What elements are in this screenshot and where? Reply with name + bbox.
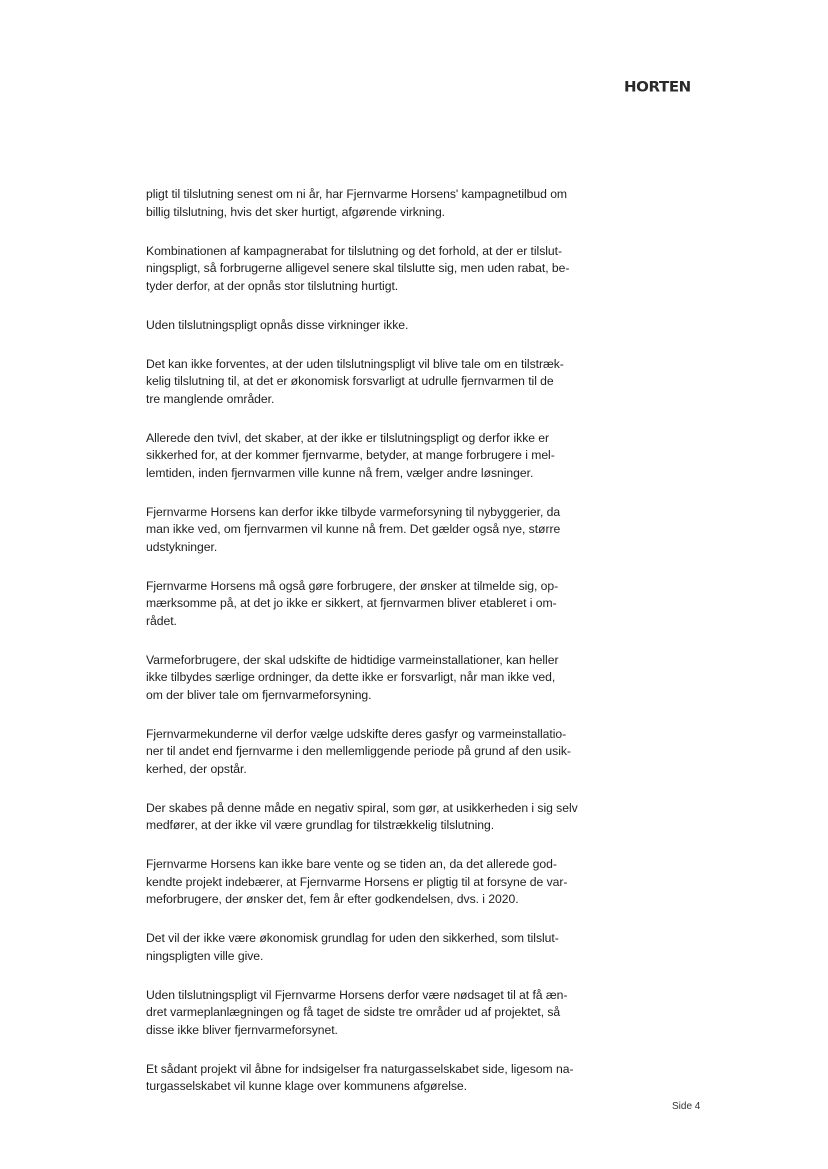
paragraph-line: ikke tilbydes særlige ordninger, da dette ikke er forsvarligt, når man ikke ved, [146, 670, 556, 684]
paragraph-line: Fjernvarme Horsens må også gøre forbrugere, der ønsker at tilmelde sig, op- [146, 578, 559, 593]
document-body [146, 186, 620, 1117]
body-paragraph [146, 243, 620, 296]
paragraph-line: kelig tilslutning til, at det er økonomisk forsvarligt at udrulle fjernvarmen til de [146, 374, 554, 388]
body-paragraph [146, 186, 620, 221]
page-number: Side 4 [672, 1101, 701, 1112]
paragraph-line: ner til andet end fjernvarme i den mellemliggende periode på grund af den usik- [146, 744, 571, 758]
paragraph-line: tre manglende områder. [146, 391, 275, 406]
paragraph-line: Varmeforbrugere, der skal udskifte de hidtidige varmeinstallationer, kan heller [146, 652, 559, 667]
body-paragraph [146, 317, 620, 335]
body-paragraph [146, 430, 620, 483]
paragraph-line: Et sådant projekt vil åbne for indsigelser fra naturgasselskabet side, ligesom na- [146, 1061, 574, 1076]
paragraph-line: rådet. [146, 613, 177, 628]
paragraph-line: mærksomme på, at det jo ikke er sikkert, at fjernvarmen bliver etableret i om- [146, 596, 557, 610]
paragraph-line: sikkerhed for, at der kommer fjernvarme, betyder, at mange forbrugere i mel- [146, 448, 555, 462]
body-paragraph [146, 987, 620, 1040]
paragraph-line: kendte projekt indebærer, at Fjernvarme Horsens er pligtig til at forsyne de var- [146, 874, 568, 889]
body-paragraph [146, 930, 620, 965]
paragraph-line: ningspligt, så forbrugerne alligevel senere skal tilslutte sig, men uden rabat, be- [146, 261, 570, 275]
paragraph-line: kerhed, der opstår. [146, 761, 247, 776]
paragraph-line: Det vil der ikke være økonomisk grundlag for uden den sikkerhed, som tilslut- [146, 931, 559, 945]
paragraph-line: pligt til tilslutning senest om ni år, har Fjernvarme Horsens' kampagnetilbud om [146, 187, 568, 201]
paragraph-line: udstykninger. [146, 539, 218, 554]
paragraph-line: turgasselskabet vil kunne klage over kommunens afgørelse. [146, 1079, 467, 1093]
body-paragraph [146, 1061, 620, 1096]
body-paragraph [146, 800, 620, 835]
paragraph-line: Fjernvarme Horsens kan derfor ikke tilbyde varmeforsyning til nybyggerier, da [146, 504, 561, 519]
paragraph-line: Uden tilslutningspligt vil Fjernvarme Horsens derfor være nødsaget til at få æn- [146, 987, 568, 1002]
paragraph-line: Kombinationen af kampagnerabat for tilslutning og det forhold, at der er tilslut- [146, 243, 562, 258]
paragraph-line: Fjernvarme Horsens kan ikke bare vente og se tiden an, da det allerede god- [146, 857, 557, 871]
paragraph-line: billig tilslutning, hvis det sker hurtigt, afgørende virkning. [146, 204, 446, 219]
paragraph-line: Der skabes på denne måde en negativ spiral, som gør, at usikkerheden i sig selv [146, 800, 578, 815]
paragraph-line: tyder derfor, at der opnås stor tilslutning hurtigt. [146, 278, 399, 293]
paragraph-line: Allerede den tvivl, det skaber, at der ikke er tilslutningspligt og derfor ikke er [146, 430, 550, 445]
paragraph-line: meforbrugere, der ønsker det, fem år efter godkendelsen, dvs. i 2020. [146, 892, 519, 906]
paragraph-line: om der bliver tale om fjernvarmeforsyning. [146, 687, 372, 702]
paragraph-line: man ikke ved, om fjernvarmen vil kunne nå frem. Det gælder også nye, større [146, 522, 561, 536]
paragraph-line: Fjernvarmekunderne vil derfor vælge udskifte deres gasfyr og varmeinstallatio- [146, 726, 567, 741]
paragraph-line: dret varmeplanlægningen og få taget de sidste tre områder ud af projektet, så [146, 1005, 561, 1019]
paragraph-line: Uden tilslutningspligt opnås disse virkninger ikke. [146, 317, 409, 332]
body-paragraph [146, 856, 620, 909]
body-paragraph [146, 504, 620, 557]
paragraph-line: ningspligten ville give. [146, 948, 264, 963]
paragraph-line: medfører, at der ikke vil være grundlag for tilstrækkelig tilslutning. [146, 818, 495, 832]
paragraph-line: disse ikke bliver fjernvarmeforsynet. [146, 1022, 338, 1037]
body-paragraph [146, 356, 620, 409]
body-paragraph [146, 578, 620, 631]
paragraph-line: Det kan ikke forventes, at der uden tilslutningspligt vil blive tale om en tilstræk- [146, 356, 564, 371]
body-paragraph [146, 652, 620, 705]
paragraph-line: lemtiden, inden fjernvarmen ville kunne nå frem, vælger andre løsninger. [146, 465, 534, 480]
body-paragraph [146, 726, 620, 779]
horten-logo: HORTEN [624, 78, 691, 96]
